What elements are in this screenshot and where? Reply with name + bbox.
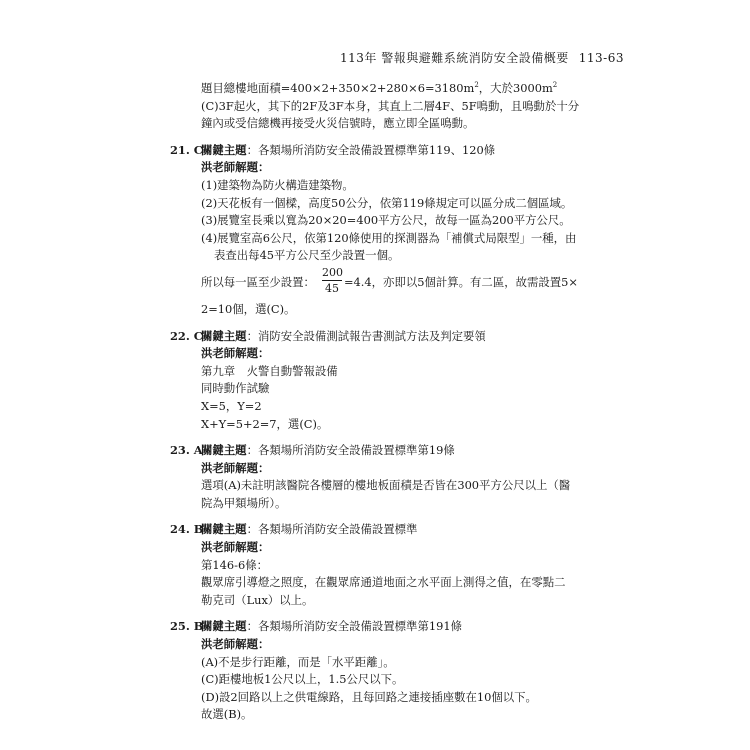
question-number: 22. C <box>170 328 203 343</box>
answer-line: 故選(B)。 <box>201 707 253 722</box>
teacher-solution-label: 洪老師解題： <box>201 160 270 175</box>
intro-line-1-text: 題目總樓地面積=400×2+350×2+280×6=3180m <box>201 81 475 95</box>
answer-line: (4)展覽室高6公尺，依第120條使用的探測器為「補償式局限型」一種，由 <box>201 230 577 245</box>
answer-line: 2=10個，選(C)。 <box>201 301 296 316</box>
question-number: 21. C <box>170 142 203 157</box>
question-25 <box>170 618 590 724</box>
formula-prefix: 所以每一區至少設置： <box>201 274 315 289</box>
answer-line: 觀眾席引導燈之照度，在觀眾席通道地面之水平面上測得之值，在零點二 <box>201 575 566 590</box>
question-25-header <box>170 618 590 636</box>
intro-line-3: 鐘內或受信總機再接受火災信號時，應立即全區鳴動。 <box>201 116 475 131</box>
key-topic-label: 關鍵主題 <box>201 142 247 157</box>
formula-suffix: =4.4，亦即以5個計算。有二區，故需設置5× <box>344 274 578 289</box>
question-21 <box>170 142 590 319</box>
question-24 <box>170 521 590 609</box>
intro-line-1-tail-sup: 2 <box>552 81 558 89</box>
key-topic-text: ：消防安全設備測試報告書測試方法及判定要領 <box>246 328 486 343</box>
intro-line-2: (C)3F起火，其下的2F及3F本身，其直上二層4F、5F鳴動，且鳴動於十分 <box>201 98 580 113</box>
teacher-solution-label: 洪老師解題： <box>201 637 270 652</box>
fraction-denominator: 45 <box>325 281 339 295</box>
answer-line: 選項(A)未註明該醫院各樓層的樓地板面積是否皆在300平方公尺以上（醫 <box>201 478 571 493</box>
question-number: 23. A <box>170 443 203 458</box>
answer-line: 院為甲類場所）。 <box>201 495 287 510</box>
answer-line: (1)建築物為防火構造建築物。 <box>201 177 354 192</box>
key-topic-text: ：各類場所消防安全設備設置標準第119、120條 <box>246 142 496 157</box>
question-number: 25. B <box>170 619 204 634</box>
intro-line-1-sup: 2 <box>474 81 479 89</box>
question-23-header <box>170 442 590 460</box>
key-topic-text: ：各類場所消防安全設備設置標準 <box>246 522 418 537</box>
intro-line-1 <box>170 80 590 98</box>
answer-line: X=5，Y=2 <box>201 398 262 413</box>
answer-line: (D)設2回路以上之供電線路，且每回路之連接插座數在10個以下。 <box>201 689 537 704</box>
answer-line-continuation: 表查出每45平方公尺至少設置一個。 <box>214 248 400 263</box>
page-content <box>170 80 590 724</box>
key-topic-label: 關鍵主題 <box>201 328 247 343</box>
key-topic-label: 關鍵主題 <box>201 619 247 634</box>
question-21-header <box>170 142 590 160</box>
question-22-header <box>170 328 590 346</box>
key-topic-label: 關鍵主題 <box>201 443 247 458</box>
formula-line <box>170 265 590 301</box>
answer-line: 第九章 火警自動警報設備 <box>201 363 338 378</box>
page-header <box>340 49 624 66</box>
answer-line: X+Y=5+2=7，選(C)。 <box>201 416 329 431</box>
intro-line-1-tail: ，大於3000m <box>478 81 553 95</box>
question-24-header <box>170 521 590 539</box>
page-number: 113-63 <box>578 51 624 65</box>
header-title: 113年 警報與避難系統消防安全設備概要 <box>340 51 569 65</box>
answer-line: (2)天花板有一個樑，高度50公分，依第119條規定可以區分成二個區域。 <box>201 195 573 210</box>
fraction <box>322 265 342 296</box>
teacher-solution-label: 洪老師解題： <box>201 540 270 555</box>
key-topic-text: ：各類場所消防安全設備設置標準第191條 <box>246 619 462 634</box>
answer-line: (3)展覽室長乘以寬為20×20=400平方公尺，故每一區為200平方公尺。 <box>201 213 571 228</box>
fraction-numerator: 200 <box>322 265 343 279</box>
teacher-solution-label: 洪老師解題： <box>201 460 270 475</box>
key-topic-label: 關鍵主題 <box>201 522 247 537</box>
teacher-solution-label: 洪老師解題： <box>201 346 270 361</box>
answer-line: (A)不是步行距離，而是「水平距離」。 <box>201 654 395 669</box>
question-number: 24. B <box>170 522 204 537</box>
answer-line: 勒克司（Lux）以上。 <box>201 592 314 607</box>
answer-line: 第146-6條： <box>201 557 269 572</box>
answer-line: (C)距樓地板1公尺以上，1.5公尺以下。 <box>201 672 404 687</box>
question-22 <box>170 328 590 434</box>
key-topic-text: ：各類場所消防安全設備設置標準第19條 <box>246 443 455 458</box>
answer-line: 同時動作試驗 <box>201 381 270 396</box>
question-23 <box>170 442 590 512</box>
